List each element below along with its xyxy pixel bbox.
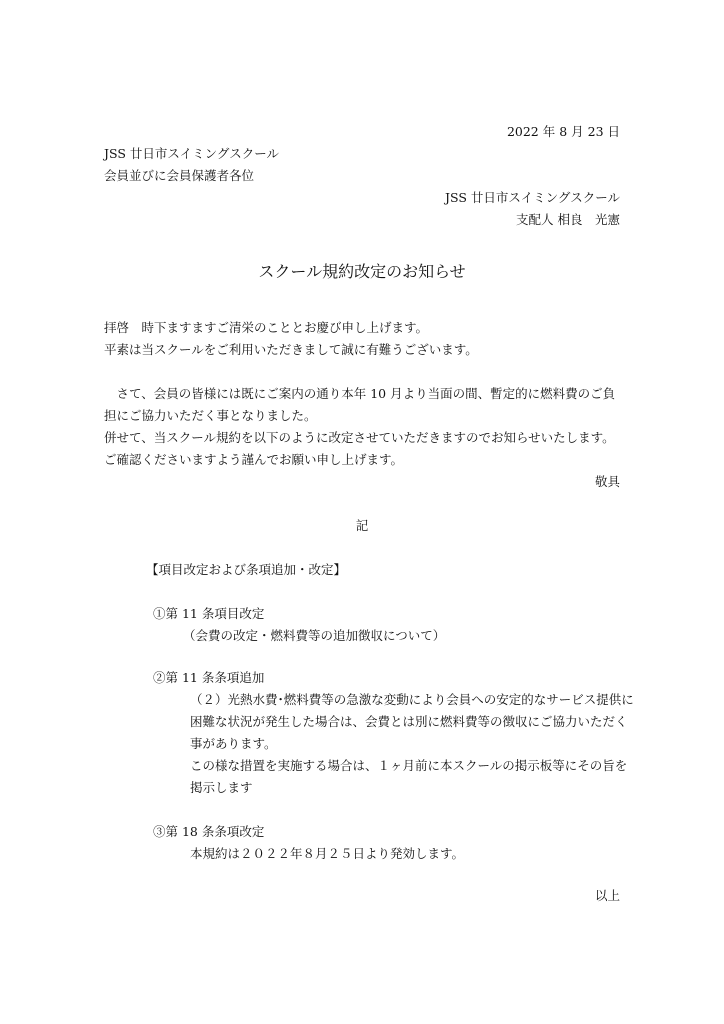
ki-marker: 記 xyxy=(355,518,369,533)
sender-person: 支配人 相良 光憲 xyxy=(516,212,620,227)
body-paragraph-2-line-1: 併せて、当スクール規約を以下のように改定させていただきますのでお知らせいたします。 xyxy=(104,430,615,445)
greeting-line-1: 拝啓 時下ますますご清栄のこととお慶び申し上げます。 xyxy=(104,320,429,335)
item-2-line-3: 事があります。 xyxy=(190,736,277,751)
item-3-detail: 本規約は２０２２年８月２５日より発効します。 xyxy=(190,846,465,861)
document-title: スクール規約改定のお知らせ xyxy=(258,262,466,281)
closing-keigu: 敬具 xyxy=(594,474,620,489)
body-paragraph-2-line-2: ご確認くださいますよう謹んでお願い申し上げます。 xyxy=(104,452,404,467)
document-date: 2022 年 8 月 23 日 xyxy=(506,124,620,139)
item-1-title: ①第 11 条項目改定 xyxy=(153,606,265,621)
body-paragraph-1-line-1: さて、会員の皆様には既にご案内の通り本年 10 月より当面の間、暫定的に燃料費のご負 xyxy=(104,386,616,401)
section-heading: 【項目改定および条項追加・改定】 xyxy=(146,562,347,577)
greeting-line-2: 平素は当スクールをご利用いただきまして誠に有難うございます。 xyxy=(104,342,478,357)
recipient-members: 会員並びに会員保護者各位 xyxy=(104,168,255,183)
sender-organization: JSS 廿日市スイミングスクール xyxy=(444,190,620,205)
recipient-organization: JSS 廿日市スイミングスクール xyxy=(104,146,280,161)
item-2-line-4: この様な措置を実施する場合は、１ヶ月前に本スクールの掲示板等にその旨を xyxy=(190,758,628,773)
item-2-line-2: 困難な状況が発生した場合は、会費とは別に燃料費等の徴収にご協力いただく xyxy=(190,714,628,729)
body-paragraph-1-line-2: 担にご協力いただく事となりました。 xyxy=(104,408,317,423)
end-marker: 以上 xyxy=(594,888,620,903)
item-2-title: ②第 11 条条項追加 xyxy=(153,670,265,685)
item-3-title: ③第 18 条条項改定 xyxy=(153,824,265,839)
item-2-line-5: 掲示します xyxy=(190,780,253,795)
item-2-line-1: （２）光熱水費･燃料費等の急激な変動により会員への安定的なサービス提供に xyxy=(190,692,634,707)
item-1-detail: （会費の改定・燃料費等の追加徴収について） xyxy=(183,628,446,643)
